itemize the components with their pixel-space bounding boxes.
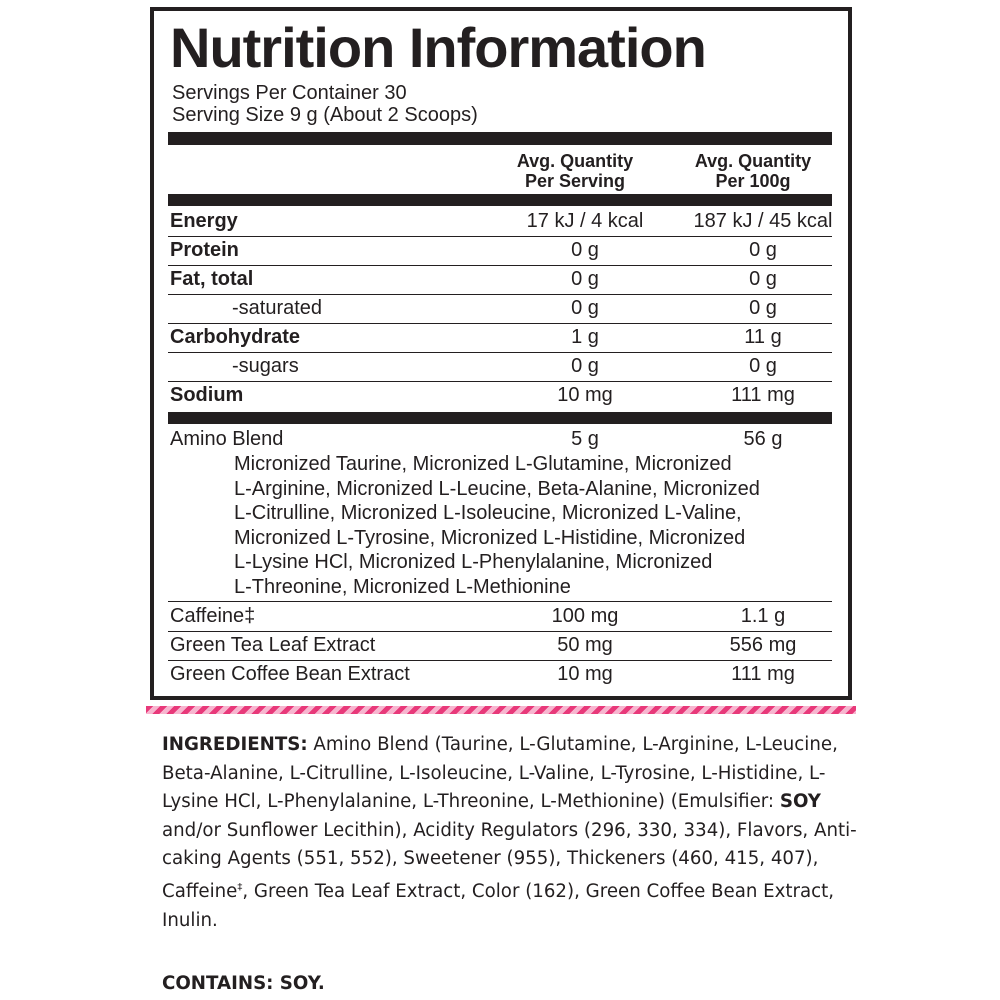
column-header-per-serving	[500, 151, 650, 191]
amino-blend-bottom	[168, 582, 832, 601]
nutrient-label: -sugars	[232, 355, 299, 377]
column-header-line: Avg. Quantity	[694, 151, 812, 171]
per-100g-value: 0 g	[749, 268, 777, 290]
amino-blend-line: L-Threonine, Micronized L-Methionine	[234, 575, 571, 598]
nutrient-row-saturated	[168, 294, 832, 323]
per-serving-value: 50 mg	[557, 634, 613, 656]
column-header-line: Per Serving	[524, 171, 626, 191]
per-100g-value: 0 g	[749, 239, 777, 261]
nutrient-row-caffeine	[168, 602, 832, 631]
amino-blend-line: Micronized Taurine, Micronized L-Glutamine, Micronized	[234, 453, 732, 475]
per-100g-value: 187 kJ / 45 kcal	[693, 210, 833, 232]
nutrition-panel	[150, 7, 852, 700]
thick-divider	[168, 412, 832, 424]
ingredients-part: Amino Blend (Taurine, L-Glutamine, L-Arginine, L-Leucine, Beta-Alanine, L-Citrulline, L-Isoleucine, L-Valine, L-Tyrosine, L-Histidine, L-Lysine HCl, L-Phenylalanine, L-Threonine, L-Methionine) (Emulsifier:	[162, 734, 838, 813]
nutrient-label: Energy	[170, 210, 238, 232]
allergen-soy: SOY	[779, 791, 821, 813]
per-serving-value: 10 mg	[557, 663, 613, 685]
per-100g-value: 111 mg	[731, 663, 795, 685]
column-header-line: Per 100g	[715, 171, 791, 191]
nutrient-row-sugars	[168, 352, 832, 381]
ingredients-part: , Green Tea Leaf Extract, Color (162), Green Coffee Bean Extract, Inulin.	[162, 881, 835, 931]
panel-title: Nutrition Information	[170, 16, 706, 79]
thick-divider	[168, 194, 832, 206]
ingredients-text	[162, 731, 862, 935]
thick-divider	[168, 132, 832, 145]
servings-per-container: Servings Per Container 30	[172, 82, 407, 104]
nutrient-label: Carbohydrate	[170, 326, 301, 348]
nutrient-row-amino-blend	[168, 425, 832, 454]
nutrient-label: Amino Blend	[170, 428, 284, 450]
amino-blend-line: L-Lysine HCl, Micronized L-Phenylalanine, Micronized	[234, 551, 713, 574]
nutrient-row-protein	[168, 236, 832, 265]
per-serving-value: 1 g	[571, 326, 599, 348]
nutrient-label: Sodium	[170, 384, 244, 406]
per-serving-value: 10 mg	[557, 384, 613, 406]
per-100g-value: 111 mg	[731, 384, 795, 406]
per-100g-value: 556 mg	[729, 634, 797, 656]
nutrient-row-fat-total	[168, 265, 832, 294]
nutrient-label: -saturated	[232, 297, 323, 319]
nutrient-row-energy	[168, 207, 832, 236]
nutrient-label: Green Coffee Bean Extract	[170, 663, 410, 685]
amino-blend-line: L-Citrulline, Micronized L-Isoleucine, Micronized L-Valine,	[234, 502, 742, 525]
amino-blend-line: L-Arginine, Micronized L-Leucine, Beta-Alanine, Micronized	[234, 477, 760, 500]
per-100g-value: 0 g	[749, 297, 777, 319]
nutrient-label: Fat, total	[170, 268, 254, 290]
per-serving-value: 0 g	[571, 268, 599, 290]
nutrient-row-carbohydrate	[168, 323, 832, 352]
contains-statement: CONTAINS: SOY.	[162, 973, 325, 994]
per-serving-value: 0 g	[571, 355, 599, 377]
pink-zigzag-divider	[146, 706, 856, 714]
column-header-per-100g	[678, 151, 828, 191]
caffeine-footnote-mark: ‡	[237, 881, 243, 893]
per-serving-value: 17 kJ / 4 kcal	[526, 210, 644, 232]
amino-blend-line: Micronized L-Tyrosine, Micronized L-Histidine, Micronized	[234, 526, 746, 549]
ingredients-label: INGREDIENTS:	[162, 734, 308, 755]
nutrient-row-green-tea	[168, 631, 832, 660]
amino-blend-description	[234, 452, 834, 600]
per-100g-value: 11 g	[744, 326, 782, 348]
serving-size: Serving Size 9 g (About 2 Scoops)	[172, 104, 478, 126]
nutrient-label: Protein	[170, 239, 239, 261]
per-serving-value: 0 g	[571, 297, 599, 319]
nutrient-label: Caffeine‡	[170, 605, 256, 627]
nutrient-row-sodium	[168, 381, 832, 410]
per-serving-value: 100 mg	[551, 605, 619, 627]
column-header-line: Avg. Quantity	[516, 151, 634, 171]
nutrient-row-green-coffee	[168, 660, 832, 689]
per-serving-value: 0 g	[571, 239, 599, 261]
nutrient-label: Green Tea Leaf Extract	[170, 634, 376, 656]
per-100g-value: 56 g	[743, 428, 783, 450]
per-100g-value: 0 g	[749, 355, 777, 377]
per-serving-value: 5 g	[571, 428, 599, 450]
ingredients-part: and/or Sunflower Lecithin), Acidity Regulators (296, 330, 334), Flavors, Anti-caking Agents (551, 552), Sweetener (955), Thickeners (460, 415, 407), Caffeine	[162, 819, 857, 903]
per-100g-value: 1.1 g	[740, 605, 786, 627]
